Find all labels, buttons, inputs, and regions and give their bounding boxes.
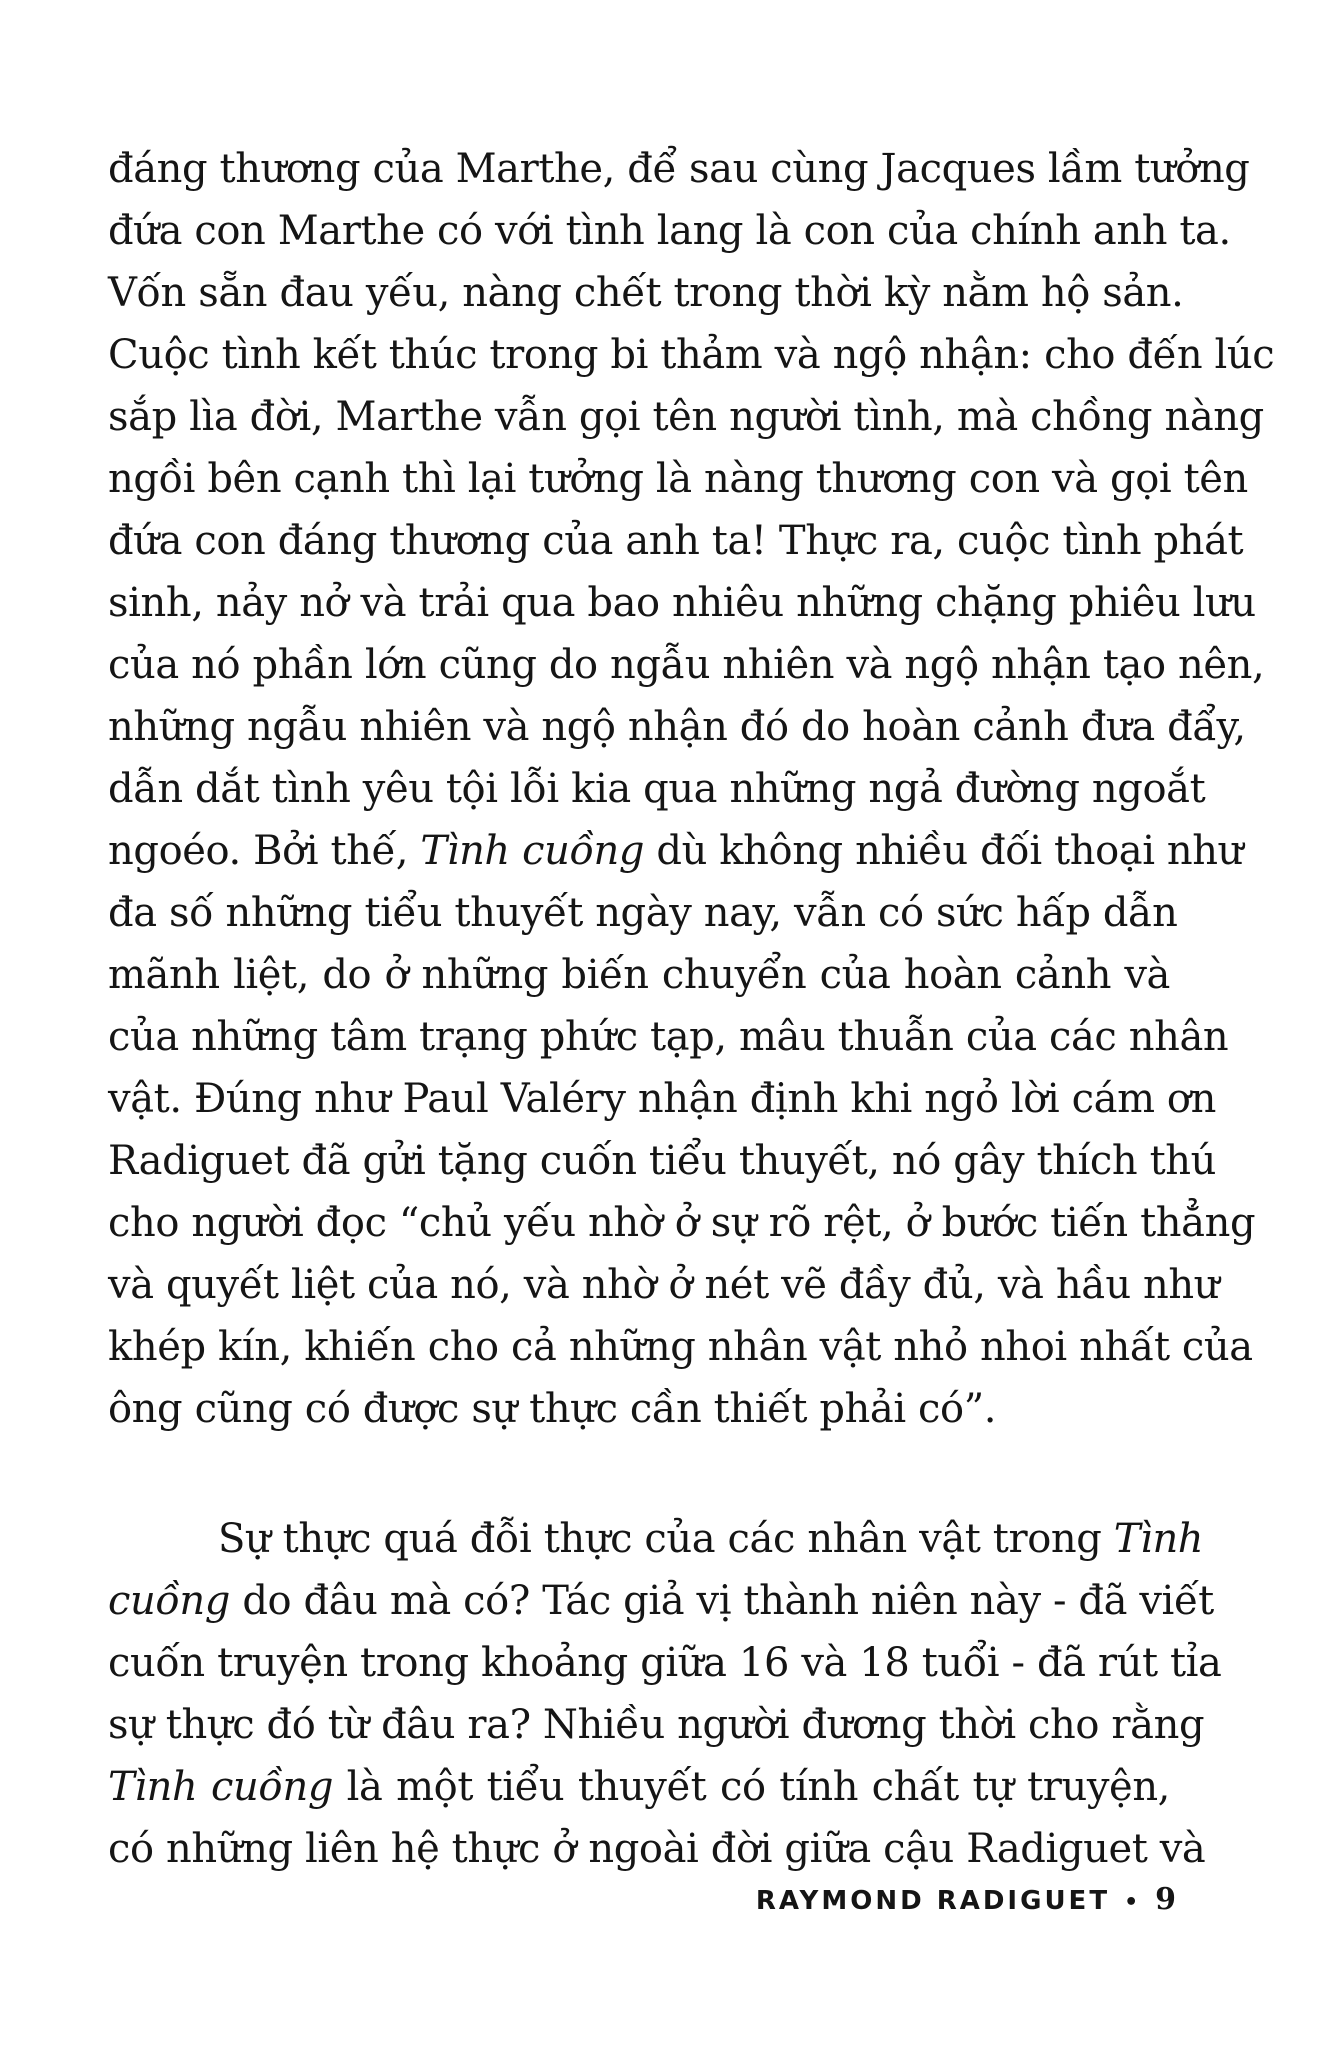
text-line: đứa con đáng thương của anh ta! Thực ra, cuộc tình phát — [108, 518, 1244, 564]
text-line: vật. Đúng như Paul Valéry nhận định khi ngỏ lời cám ơn — [108, 1076, 1216, 1122]
paragraph-1 — [108, 138, 1275, 1440]
text-line: mãnh liệt, do ở những biến chuyển của hoàn cảnh và — [108, 952, 1170, 998]
footer-author: RAYMOND RADIGUET — [755, 1886, 1111, 1916]
text-line: của nó phần lớn cũng do ngẫu nhiên và ngộ nhận tạo nên, — [108, 642, 1265, 688]
text-line: đa số những tiểu thuyết ngày nay, vẫn có sức hấp dẫn — [108, 890, 1178, 936]
text-line: Radiguet đã gửi tặng cuốn tiểu thuyết, nó gây thích thú — [108, 1138, 1216, 1184]
text-line: ngồi bên cạnh thì lại tưởng là nàng thương con và gọi tên — [108, 456, 1248, 502]
text-line — [108, 1570, 1214, 1632]
text-line: khép kín, khiến cho cả những nhân vật nhỏ nhoi nhất của — [108, 1324, 1253, 1370]
text-line: sự thực đó từ đâu ra? Nhiều người đương thời cho rằng — [108, 1702, 1205, 1748]
text-run: do đâu mà có? Tác giả vị thành niên này - đã viết — [230, 1578, 1214, 1624]
text-run: ngoéo. Bởi thế, — [108, 828, 421, 874]
text-line: và quyết liệt của nó, và nhờ ở nét vẽ đầy đủ, và hầu như — [108, 1262, 1220, 1308]
book-title-italic: cuồng — [108, 1578, 231, 1624]
running-footer — [756, 1882, 1176, 1917]
text-line — [108, 820, 1244, 882]
text-run: Sự thực quá đỗi thực của các nhân vật trong — [218, 1516, 1114, 1562]
text-line: đứa con Marthe có với tình lang là con của chính anh ta. — [108, 208, 1231, 254]
text-line: đáng thương của Marthe, để sau cùng Jacques lầm tưởng — [108, 146, 1250, 192]
text-line — [108, 1508, 1204, 1570]
text-line: có những liên hệ thực ở ngoài đời giữa cậu Radiguet và — [108, 1826, 1206, 1872]
book-title-italic: Tình — [1113, 1516, 1204, 1562]
text-line: cuốn truyện trong khoảng giữa 16 và 18 tuổi - đã rút tỉa — [108, 1640, 1222, 1686]
text-line: Cuộc tình kết thúc trong bi thảm và ngộ nhận: cho đến lúc — [108, 332, 1275, 378]
text-line: ông cũng có được sự thực cần thiết phải có”. — [108, 1386, 997, 1432]
text-line — [108, 1756, 1170, 1818]
book-title-italic: Tình cuồng — [108, 1764, 334, 1810]
page-number: 9 — [1155, 1882, 1176, 1917]
text-line: Vốn sẵn đau yếu, nàng chết trong thời kỳ nằm hộ sản. — [108, 270, 1184, 316]
footer-bullet-separator: • — [1124, 1890, 1142, 1915]
text-line: của những tâm trạng phức tạp, mâu thuẫn của các nhân — [108, 1014, 1229, 1060]
text-run: là một tiểu thuyết có tính chất tự truyện, — [333, 1764, 1171, 1810]
text-line: những ngẫu nhiên và ngộ nhận đó do hoàn cảnh đưa đẩy, — [108, 704, 1246, 750]
text-line: dẫn dắt tình yêu tội lỗi kia qua những ngả đường ngoắt — [108, 766, 1206, 812]
text-run: dù không nhiều đối thoại như — [644, 828, 1244, 874]
text-line: cho người đọc “chủ yếu nhờ ở sự rõ rệt, ở bước tiến thẳng — [108, 1200, 1256, 1246]
paragraph-2 — [108, 1508, 1222, 1880]
text-line: sinh, nảy nở và trải qua bao nhiêu những chặng phiêu lưu — [108, 580, 1256, 626]
book-title-italic: Tình cuồng — [420, 828, 645, 874]
text-line: sắp lìa đời, Marthe vẫn gọi tên người tình, mà chồng nàng — [108, 394, 1264, 440]
